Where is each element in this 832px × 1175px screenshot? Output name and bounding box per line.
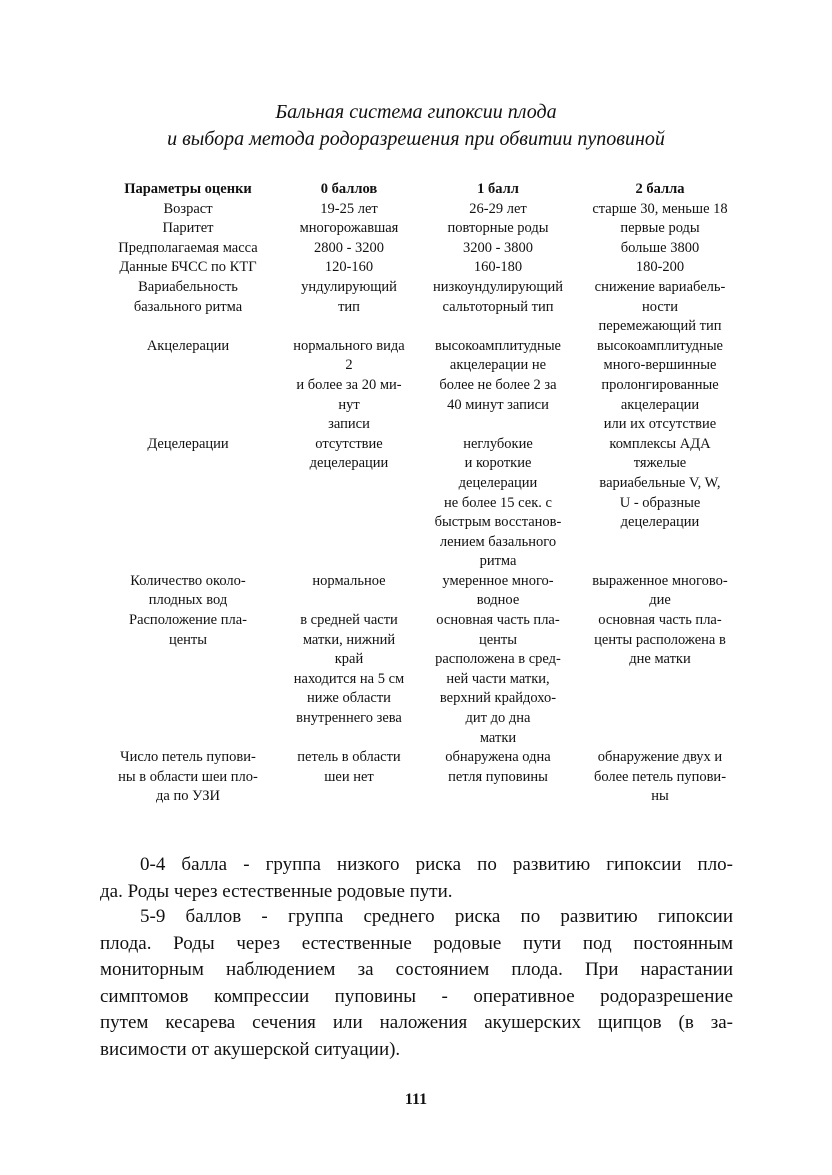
cell-line: отсутствие — [315, 435, 383, 452]
paragraph-line: плода. Роды через естественные родовые пути под постоянным — [100, 932, 733, 954]
cell-line: Количество около- — [130, 572, 246, 589]
cell-line: высокоамплитудные — [435, 337, 561, 354]
cell-line: нормальное — [312, 572, 386, 589]
score-2-cell — [578, 748, 742, 807]
table-row — [96, 435, 742, 572]
table-row — [96, 239, 742, 259]
cell-line: снижение вариабель- — [594, 278, 726, 295]
table-row — [96, 200, 742, 220]
cell-line: низкоундулирующий — [432, 278, 564, 295]
cell-line: децелерации — [458, 474, 538, 491]
score-2-cell — [578, 239, 742, 259]
cell-line: больше 3800 — [620, 239, 700, 256]
cell-line: водное — [476, 592, 520, 609]
score-2-cell — [578, 200, 742, 220]
cell-line: ней части матки, — [446, 670, 550, 687]
score-0-cell — [280, 435, 418, 572]
cell-line: записи — [328, 416, 370, 433]
page-number: 111 — [404, 1091, 428, 1108]
cell-line: тип — [338, 298, 360, 315]
paragraph-line: висимости от акушерской ситуации). — [100, 1038, 401, 1060]
score-1-cell — [418, 435, 578, 572]
score-2-cell — [578, 219, 742, 239]
cell-line: ниже области — [307, 690, 391, 707]
cell-line: децелерации — [309, 455, 389, 472]
cell-line: 180-200 — [635, 259, 685, 276]
cell-line: Предполагаемая масса — [118, 239, 258, 256]
table-row — [96, 337, 742, 435]
paragraph-line: симптомов компрессии пуповины - оперативное родоразрешение — [100, 985, 733, 1007]
param-cell — [96, 748, 280, 807]
cell-line: быстрым восстанов- — [434, 514, 562, 531]
score-1-cell — [418, 258, 578, 278]
cell-line: петель в области — [297, 749, 401, 766]
paragraph-medium-risk — [100, 904, 733, 1064]
cell-line: умеренное много- — [442, 572, 554, 589]
cell-line: лением базального — [439, 533, 557, 550]
score-0-cell — [280, 337, 418, 435]
cell-line: многорожавшая — [299, 220, 399, 237]
param-cell — [96, 200, 280, 220]
cell-line: пролонгированные — [601, 376, 719, 393]
score-0-cell — [280, 748, 418, 807]
cell-line: первые роды — [620, 220, 700, 237]
cell-line: Число петель пупови- — [120, 749, 256, 766]
cell-line: более петель пупови- — [593, 768, 727, 785]
param-cell — [96, 611, 280, 748]
score-1-cell — [418, 337, 578, 435]
header-score-1: 1 балл — [477, 181, 519, 197]
score-0-cell — [280, 278, 418, 337]
paragraph-line: 5-9 баллов - группа среднего риска по развитию гипоксии — [140, 906, 733, 927]
param-cell — [96, 572, 280, 611]
table-header-row — [96, 180, 742, 200]
score-1-cell — [418, 219, 578, 239]
title-line-2: и выбора метода родоразрешения при обвитии пуповиной — [167, 128, 665, 150]
score-1-cell — [418, 611, 578, 748]
cell-line: вариабельные V, W, — [599, 474, 721, 491]
score-1-cell — [418, 239, 578, 259]
cell-line: матки — [479, 729, 517, 746]
table-body — [96, 200, 742, 807]
cell-line: центы — [478, 631, 518, 648]
score-2-cell — [578, 572, 742, 611]
cell-line: перемежающий тип — [598, 318, 722, 335]
cell-line: повторные роды — [447, 220, 549, 237]
cell-line: ундулирующий — [301, 278, 397, 295]
title-line-1: Бальная система гипоксии плода — [275, 101, 557, 123]
cell-line: 26-29 лет — [469, 200, 527, 217]
cell-line: край — [334, 651, 364, 668]
cell-line: центы — [168, 631, 208, 648]
param-cell — [96, 435, 280, 572]
scoring-table — [96, 180, 742, 807]
cell-line: базального ритма — [133, 298, 243, 315]
score-0-cell — [280, 611, 418, 748]
cell-line: ности — [642, 298, 678, 315]
score-0-cell — [280, 200, 418, 220]
score-2-cell — [578, 435, 742, 572]
cell-line: плодных вод — [148, 592, 228, 609]
cell-line: и более за 20 ми- — [296, 376, 402, 393]
cell-line: основная часть пла- — [436, 612, 560, 629]
cell-line: ритма — [479, 553, 517, 570]
cell-line: обнаружена одна — [445, 749, 551, 766]
score-1-cell — [418, 200, 578, 220]
paragraph-low-risk — [100, 852, 733, 905]
cell-line: обнаружение двух и — [597, 749, 723, 766]
cell-line: да по УЗИ — [156, 788, 220, 805]
table-row — [96, 572, 742, 611]
cell-line: децелерации — [620, 514, 700, 531]
score-1-cell — [418, 278, 578, 337]
cell-line: петля пуповины — [448, 768, 548, 785]
paragraph-line: 0-4 балла - группа низкого риска по развитию гипоксии пло- — [140, 854, 733, 875]
cell-line: внутреннего зева — [296, 710, 402, 727]
header-score-0: 0 баллов — [320, 181, 378, 197]
cell-line: не более 15 сек. с — [444, 494, 552, 511]
page-title — [0, 99, 832, 153]
cell-line: основная часть пла- — [598, 612, 722, 629]
cell-line: дит до дна — [465, 710, 531, 727]
cell-line: старше 30, меньше 18 — [592, 200, 728, 217]
cell-line: Децелерации — [147, 435, 229, 452]
cell-line: дие — [649, 592, 671, 609]
paragraph-line: да. Роды через естественные родовые пути. — [100, 880, 453, 902]
cell-line: Паритет — [162, 220, 214, 237]
cell-line: много-вершинные — [603, 357, 717, 374]
cell-line: 40 минут записи — [447, 396, 549, 413]
table-row — [96, 611, 742, 748]
cell-line: центы расположена в — [594, 631, 726, 648]
cell-line: нут — [338, 396, 360, 413]
cell-line: акцелерации не — [449, 357, 547, 374]
cell-line: шеи нет — [324, 768, 374, 785]
cell-line: Расположение пла- — [129, 612, 247, 629]
cell-line: нормального вида — [293, 337, 405, 354]
score-1-cell — [418, 572, 578, 611]
score-0-cell — [280, 258, 418, 278]
param-cell — [96, 337, 280, 435]
cell-line: или их отсутствие — [603, 416, 717, 433]
cell-line: 2 — [345, 357, 353, 374]
cell-line: матки, нижний — [302, 631, 396, 648]
cell-line: 120-160 — [324, 259, 374, 276]
cell-line: более не более 2 за — [439, 376, 557, 393]
paragraph-line: путем кесарева сечения или наложения акушерских щипцов (в за- — [100, 1012, 733, 1034]
cell-line: высокоамплитудные — [597, 337, 723, 354]
cell-line: Данные БЧСС по КТГ — [119, 259, 257, 276]
score-2-cell — [578, 611, 742, 748]
score-0-cell — [280, 219, 418, 239]
paragraph-line: мониторным наблюдением за состоянием плода. При нарастании — [100, 959, 733, 981]
cell-line: Акцелерации — [146, 337, 230, 354]
score-1-cell — [418, 748, 578, 807]
cell-line: в средней части — [300, 612, 398, 629]
cell-line: находится на 5 см — [293, 670, 405, 687]
cell-line: и короткие — [464, 455, 532, 472]
cell-line: U - образные — [619, 494, 701, 511]
cell-line: сальтоторный тип — [442, 298, 554, 315]
cell-line: выраженное многово- — [592, 572, 728, 589]
cell-line: Возраст — [163, 200, 213, 217]
header-parameters: Параметры оценки — [124, 181, 252, 197]
score-0-cell — [280, 239, 418, 259]
cell-line: расположена в сред- — [435, 651, 561, 668]
table-row — [96, 258, 742, 278]
score-2-cell — [578, 258, 742, 278]
cell-line: акцелерации — [620, 396, 700, 413]
cell-line: тяжелые — [633, 455, 687, 472]
param-cell — [96, 239, 280, 259]
table-row — [96, 219, 742, 239]
table-row — [96, 278, 742, 337]
cell-line: 19-25 лет — [320, 200, 378, 217]
cell-line: 3200 - 3800 — [462, 239, 534, 256]
cell-line: комплексы АДА — [609, 435, 711, 452]
cell-line: дне матки — [629, 651, 691, 668]
cell-line: ны — [651, 788, 669, 805]
cell-line: Вариабельность — [138, 278, 238, 295]
table-row — [96, 748, 742, 807]
score-0-cell — [280, 572, 418, 611]
score-2-cell — [578, 337, 742, 435]
param-cell — [96, 219, 280, 239]
score-2-cell — [578, 278, 742, 337]
cell-line: неглубокие — [463, 435, 533, 452]
cell-line: верхний крайдохо- — [439, 690, 557, 707]
cell-line: 160-180 — [473, 259, 523, 276]
cell-line: ны в области шеи пло- — [118, 768, 258, 785]
cell-line: 2800 - 3200 — [313, 239, 385, 256]
param-cell — [96, 258, 280, 278]
param-cell — [96, 278, 280, 337]
header-score-2: 2 балла — [635, 181, 685, 197]
